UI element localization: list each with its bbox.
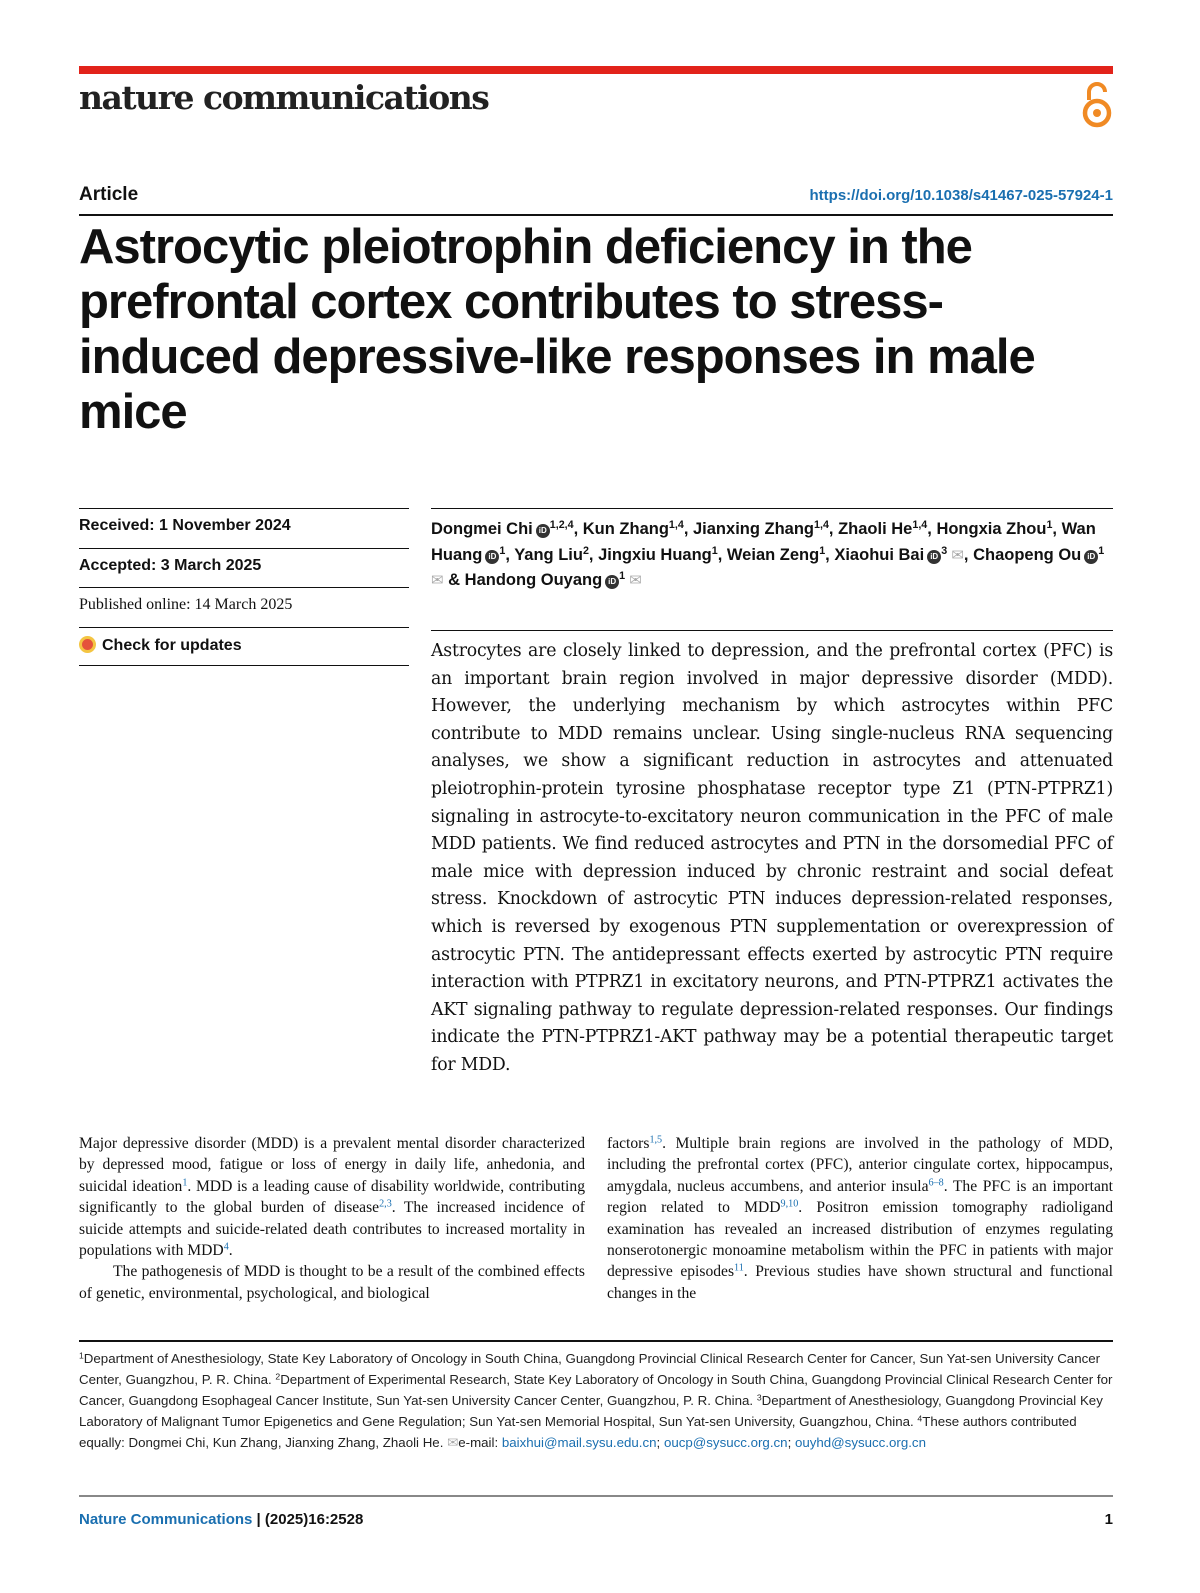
journal-accent-bar — [79, 66, 1113, 74]
check-updates-label: Check for updates — [102, 636, 242, 654]
author-affiliation: 1 — [619, 570, 626, 583]
affiliation-2: Department of Experimental Research, State Key Laboratory of Oncology in South China, Guangdong Provincial Clinical Research Center for Cancer, Guangdong Esophageal Cancer Institute, Sun Yat-sen University Cancer Center, Guangzhou, P. R. China. — [79, 1372, 1113, 1408]
reference-citation[interactable]: 6–8 — [928, 1177, 944, 1189]
author-name[interactable]: Xiaohui Bai — [834, 545, 925, 564]
orcid-icon[interactable]: iD — [1084, 550, 1098, 564]
affiliation-1: Department of Anesthesiology, State Key Laboratory of Oncology in South China, Guangdong Provincial Clinical Research Center for Cancer, Sun Yat-sen University Cancer Center, Guangzhou, P. R. China. — [79, 1351, 1101, 1387]
author-name[interactable]: Weian Zeng — [726, 545, 820, 564]
footer-divider — [79, 1495, 1113, 1497]
orcid-icon[interactable]: iD — [536, 524, 550, 538]
author-name[interactable]: Kun Zhang — [582, 520, 669, 538]
author-affiliation: 1 — [1046, 519, 1053, 532]
author-name[interactable]: Zhaoli He — [838, 520, 913, 538]
author-name[interactable]: Wan Huang — [431, 520, 1096, 564]
orcid-icon[interactable]: iD — [605, 575, 619, 589]
author-name[interactable]: Jingxiu Huang — [598, 545, 712, 564]
email-link[interactable]: oucp@sysucc.org.cn — [663, 1435, 788, 1450]
author-affiliation: 1,4 — [814, 519, 829, 532]
email-label: e-mail: — [458, 1435, 499, 1450]
author-affiliation: 1,4 — [668, 519, 684, 532]
author-list: Dongmei Chi iD $^{1,2,4}$, Kun Zhang$^{1,4}$, Jianxing Zhang$^{1,4}$, Zhaoli He$^{1,4}$, Hongxia Zhou$^1$, Wan Huang iD $^1$, Yang Liu$^2$, Jingxiu Huang$^1$, Weian Zeng$^1$, Xiaohui Bai iD $^3$ ✉, Chaopeng Ou iD $^1$ ✉ & Handong Ouyang iD $^1$ ✉ — [431, 508, 1113, 594]
mail-icon: ✉ — [447, 1435, 459, 1450]
journal-name: nature communications — [79, 78, 489, 117]
reference-citation[interactable]: 1 — [182, 1177, 188, 1189]
body-column-right — [607, 1133, 1113, 1304]
author-affiliation: 1,4 — [912, 519, 928, 532]
equal-contribution-note: These authors contributed equally: Dongmei Chi, Kun Zhang, Jianxing Zhang, Zhaoli He. — [79, 1414, 1077, 1450]
body-paragraph: The pathogenesis of MDD is thought to be a result of the combined effects of genetic, environmental, psychological, and biological — [79, 1263, 585, 1302]
article-type: Article — [79, 184, 139, 205]
check-updates-icon — [79, 636, 96, 653]
published-date: Published online: 14 March 2025 — [79, 587, 409, 627]
open-access-icon — [1080, 80, 1114, 130]
author-name[interactable]: Handong Ouyang — [464, 571, 603, 589]
body-paragraph: Major depressive disorder (MDD) is a prevalent mental disorder characterized by depressed mood, fatigue or loss of energy in daily life, anhedonia, and suicidal ideation$^1$. MDD is a leading cause of disability worldwide, contributing significantly to the global burden of disease$^{2,3}$. The increased incidence of suicide attempts and suicide-related death contributes to increased mortality in populations with MDD$^4$. — [79, 1135, 586, 1260]
reference-citation[interactable]: 2,3 — [379, 1198, 392, 1210]
author-name[interactable]: Hongxia Zhou — [936, 520, 1047, 538]
footnotes: $^1$Department of Anesthesiology, State Key Laboratory of Oncology in South China, Guangdong Provincial Clinical Research Center for Cancer, Sun Yat-sen University Cancer Center, Guangzhou, P. R. China. $^2$Department of Experimental Research, State Key Laboratory of Oncology in South China, Guangdong Provincial Clinical Research Center for Cancer, Guangdong Esophageal Cancer Institute, Sun Yat-sen University Cancer Center, Guangzhou, P. R. China. $^3$Department of Anesthesiology, Guangdong Provincial Key Laboratory of Malignant Tumor Epigenetics and Gene Regulation; Sun Yat-sen Memorial Hospital, Sun Yat-sen University, Guangzhou, China. $^4$These authors contributed equally: Dongmei Chi, Kun Zhang, Jianxing Zhang, Zhaoli He. ✉e-mail: baixhui@mail.sysu.edu.cn; oucp@sysucc.org.cn; ouyhd@sysucc.org.cn — [79, 1340, 1113, 1453]
doi-link[interactable]: https://doi.org/10.1038/s41467-025-57924-1 — [809, 187, 1113, 204]
author-affiliation: 3 — [941, 544, 948, 557]
received-date: Received: 1 November 2024 — [79, 508, 409, 548]
body-paragraph: factors$^{1,5}$. Multiple brain regions are involved in the pathology of MDD, including the prefrontal cortex (PFC), anterior cingulate cortex, hippocampus, amygdala, nucleus accumbens, and anterior insula$^{6-8}$. The PFC is an important region related to MDD$^{9,10}$. Positron emission tomography radioligand examination has revealed an increased distribution of enzymes regulating nonserotonergic monoamine metabolism within the PFC in patients with major depressive episodes$^{11}$. Previous studies have shown structural and functional changes in the — [607, 1134, 1113, 1302]
email-link[interactable]: ouyhd@sysucc.org.cn — [794, 1435, 926, 1450]
reference-citation[interactable]: 11 — [734, 1262, 744, 1274]
accepted-date: Accepted: 3 March 2025 — [79, 548, 409, 588]
affiliation-3: Department of Anesthesiology, Guangdong Provincial Key Laboratory of Malignant Tumor Epigenetics and Gene Regulation; Sun Yat-sen Memorial Hospital, Sun Yat-sen University, Guangzhou, China. — [79, 1393, 1103, 1429]
mail-icon[interactable]: ✉ — [947, 546, 964, 564]
author-affiliation: 1 — [499, 544, 506, 557]
check-updates-button[interactable] — [79, 627, 409, 667]
author-name[interactable]: Chaopeng Ou — [973, 545, 1082, 564]
author-name[interactable]: Dongmei Chi — [431, 520, 533, 538]
divider — [79, 214, 1113, 216]
author-affiliation: 1 — [1098, 544, 1105, 557]
email-link[interactable]: baixhui@mail.sysu.edu.cn — [501, 1435, 657, 1450]
author-affiliation: 1 — [819, 544, 826, 557]
publication-info — [79, 508, 409, 666]
mail-icon[interactable]: ✉ — [625, 572, 642, 589]
mail-icon[interactable]: ✉ — [431, 572, 444, 589]
page-number: 1 — [1104, 1511, 1113, 1528]
author-affiliation: 2 — [582, 544, 589, 557]
author-affiliation: 1,2,4 — [549, 519, 574, 532]
reference-citation[interactable]: 1,5 — [649, 1134, 663, 1146]
article-title: Astrocytic pleiotrophin deficiency in the prefrontal cortex contributes to stress-induced depressive-like responses in male mice — [79, 220, 1035, 439]
author-name[interactable]: Jianxing Zhang — [693, 520, 815, 538]
orcid-icon[interactable]: iD — [927, 550, 941, 564]
body-column-left — [79, 1133, 585, 1304]
reference-citation[interactable]: 9,10 — [780, 1198, 799, 1210]
footer-citation — [79, 1511, 363, 1528]
footer-journal-link[interactable]: Nature Communications — [79, 1511, 253, 1528]
orcid-icon[interactable]: iD — [485, 550, 499, 564]
author-affiliation: 1 — [711, 544, 718, 557]
abstract: Astrocytes are closely linked to depression, and the prefrontal cortex (PFC) is an important brain region involved in major depressive disorder (MDD). However, the underlying mechanism by which astrocytes within PFC contribute to MDD remains unclear. Using single-nucleus RNA sequencing analyses, we show a significant reduction in astrocytes and attenuated pleiotrophin-protein tyrosine phosphatase receptor type Z1 (PTN-PTPRZ1) signaling in astrocyte-to-excitatory neuron communication in the PFC of male MDD patients. We find reduced astrocytes and PTN in the dorsomedial PFC of male mice with depression induced by chronic restraint and social defeat stress. Knockdown of astrocytic PTN induces depression-related responses, which is reversed by exogenous PTN supplementation or overexpression of astrocytic PTN. The antidepressant effects exerted by astrocytic PTN require interaction with PTPRZ1 in excitatory neurons, and PTN-PTPRZ1 activates the AKT signaling pathway to regulate depression-related responses. Our findings indicate the PTN-PTPRZ1-AKT pathway may be a potential therapeutic target for MDD. — [431, 630, 1113, 1080]
footer-volume: | (2025)16:2528 — [256, 1511, 364, 1528]
reference-citation[interactable]: 4 — [223, 1241, 229, 1253]
author-name[interactable]: Yang Liu — [514, 545, 583, 564]
